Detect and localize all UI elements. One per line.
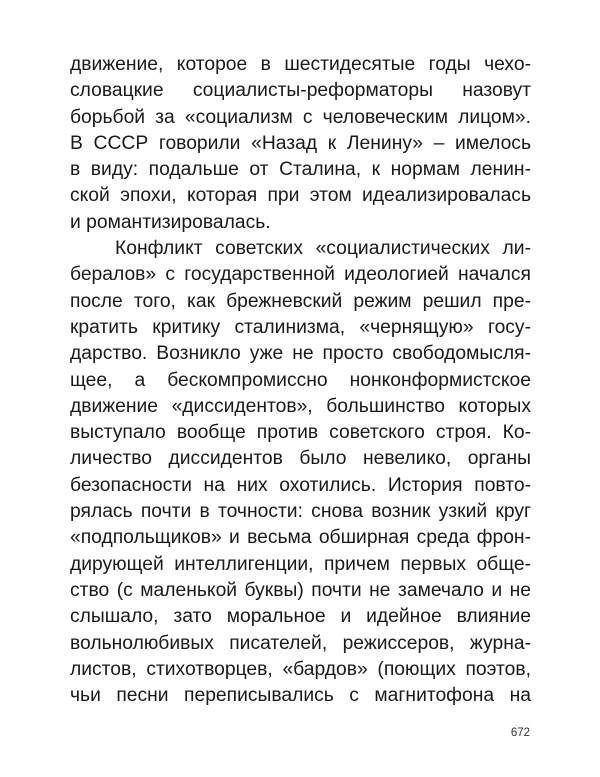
text-line: слышало, зато моральное и идейное влияние — [70, 606, 531, 628]
text-line: В СССР говорили «Назад к Ленину» – имелось — [70, 132, 531, 154]
text-line: движение, которое в шестидесятые годы чехо- — [70, 54, 531, 75]
text-line: после того, как брежневский режим решил пре- — [70, 290, 531, 312]
text-line: ство (с маленькой буквы) почти не замечало и не — [70, 579, 531, 601]
text-line: безопасности на них охотились. История повто- — [70, 474, 531, 496]
text-line: щее, а бескомпромиссно нонконформистское — [70, 369, 531, 391]
text-line: рялась почти в точности: снова возник узкий круг — [70, 501, 531, 523]
text-line: Конфликт советских «социалистических ли- — [115, 238, 531, 260]
paragraph — [70, 236, 531, 709]
text-line: листов, стихотворцев, «бардов» (поющих поэтов, — [70, 658, 531, 680]
text-line: бералов» с государственной идеологией начался — [70, 264, 531, 286]
text-line: дирующей интеллигенции, причем первых обще- — [70, 553, 531, 575]
text-line: борьбой за «социализм с человеческим лицом». — [70, 106, 531, 128]
text-line: чьи песни переписывались с магнитофона на — [70, 685, 531, 707]
text-line: движение «диссидентов», большинство которых — [70, 395, 531, 417]
text-line: и романтизировалась. — [70, 211, 271, 233]
text-line: кратить критику сталинизма, «чернящую» госу- — [70, 316, 531, 338]
text-line: в виду: подальше от Сталина, к нормам ленин- — [70, 159, 531, 181]
text-line: дарство. Возникло уже не просто свободомысля- — [70, 343, 531, 365]
text-line: «подпольщиков» и весьма обширная среда фрон- — [70, 527, 531, 549]
text-line: словацкие социалисты-реформаторы назовут — [70, 80, 531, 102]
page-number: 672 — [510, 727, 530, 739]
text-line: выступало вообще против советского строя. Ко- — [70, 422, 531, 444]
text-line: ской эпохи, которая при этом идеализировалась — [70, 185, 531, 207]
body-text — [70, 52, 531, 709]
paragraph — [70, 52, 531, 236]
text-line: личество диссидентов было невелико, органы — [70, 448, 531, 470]
text-line: вольнолюбивых писателей, режиссеров, журна- — [70, 632, 531, 654]
